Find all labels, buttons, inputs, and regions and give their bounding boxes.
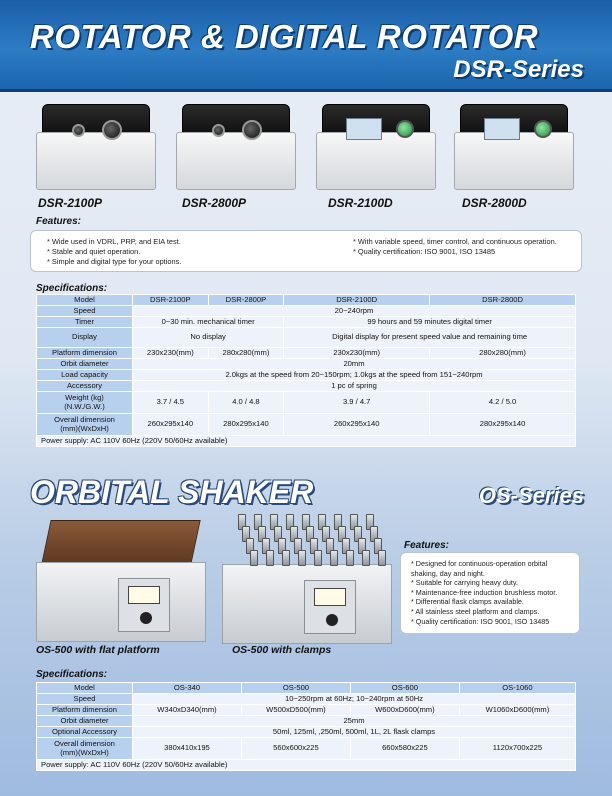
flask-clamp — [250, 550, 258, 566]
spec-value: W500xD500(mm) — [241, 705, 350, 716]
model-label: DSR-2800P — [182, 196, 247, 210]
spec-value: 230x230(mm) — [284, 348, 430, 359]
spec-value: 99 hours and 59 minutes digital timer — [284, 317, 576, 328]
spec-value: 20~240rpm — [133, 306, 576, 317]
os-spec-table — [36, 682, 576, 771]
flask-clamp — [378, 550, 386, 566]
spec-model: DSR-2800D — [430, 295, 576, 306]
feature-item: shaking, day and night. — [411, 568, 485, 578]
spec-label-line: (mm)(WxDxH) — [60, 747, 109, 757]
spec-value: 280x295x140 — [430, 414, 576, 436]
spec-label: Platform dimension — [37, 348, 133, 359]
spec-label — [37, 414, 133, 436]
caption-with-clamps: OS-500 with clamps — [232, 644, 332, 656]
feature-item: * Suitable for carrying heavy duty. — [411, 578, 518, 588]
model-label: DSR-2100D — [328, 196, 393, 210]
caption-flat-platform: OS-500 with flat platform — [36, 644, 160, 656]
spec-model: DSR-2100P — [133, 295, 209, 306]
power-supply: Power supply: AC 110V 60Hz (220V 50/60Hz available) — [37, 436, 576, 447]
spec-label: Orbit diameter — [37, 716, 133, 727]
power-supply: Power supply: AC 110V 60Hz (220V 50/60Hz available) — [37, 760, 576, 771]
feature-item: * All stainless steel platform and clamps. — [411, 606, 540, 616]
spec-value: 280x280(mm) — [208, 348, 284, 359]
flask-clamp — [362, 550, 370, 566]
feature-item: * Maintenance-free induction brushless motor. — [411, 587, 558, 597]
product-image-os-500-flat — [36, 520, 208, 644]
spec-label: Load capacity — [37, 370, 133, 381]
spec-label: Display — [37, 328, 133, 348]
spec-model: DSR-2100D — [284, 295, 430, 306]
spec-value: 20mm — [133, 359, 576, 370]
spec-label: Orbit diameter — [37, 359, 133, 370]
spec-model: OS-340 — [133, 683, 242, 694]
flask-clamp — [330, 550, 338, 566]
spec-label: Model — [37, 683, 133, 694]
spec-label: Optional Accessory — [37, 727, 133, 738]
spec-value: 560x600x225 — [241, 738, 350, 760]
spec-value: 2.0kgs at the speed from 20~150rpm; 1.0kgs at the speed from 151~240rpm — [133, 370, 576, 381]
model-label: DSR-2800D — [462, 196, 527, 210]
model-label: DSR-2100P — [38, 196, 103, 210]
spec-label: Timer — [37, 317, 133, 328]
os-features-heading: Features: — [404, 540, 450, 551]
spec-label: Speed — [37, 306, 133, 317]
spec-value: 3.9 / 4.7 — [284, 392, 430, 414]
flask-clamp — [282, 550, 290, 566]
feature-item: * Designed for continuous-operation orbital — [411, 559, 548, 568]
spec-label-line: Overall dimension — [54, 738, 115, 748]
spec-label: Platform dimension — [37, 705, 133, 716]
product-image-dsr-2100d — [312, 104, 440, 192]
spec-label — [37, 738, 133, 760]
spec-value: W1060xD600(mm) — [459, 705, 575, 716]
orbital-shaker-title: ORBITAL SHAKER — [30, 474, 314, 510]
feature-item: * Quality certification: ISO 9001, ISO 13485 — [353, 247, 496, 256]
feature-item: * Differential flask clamps available. — [411, 597, 524, 607]
spec-value: 4.0 / 4.8 — [208, 392, 284, 414]
product-image-dsr-2800d — [450, 104, 578, 192]
specifications-heading: Specifications: — [36, 283, 108, 294]
feature-item: * Simple and digital type for your options. — [47, 257, 182, 266]
spec-value: 4.2 / 5.0 — [430, 392, 576, 414]
spec-model: DSR-2800P — [208, 295, 284, 306]
spec-value: 1120x700x225 — [459, 738, 575, 760]
spec-label: Model — [37, 295, 133, 306]
flask-clamp — [346, 550, 354, 566]
product-image-dsr-2100p — [32, 104, 160, 192]
spec-label-line: (mm)(WxDxH) — [60, 423, 109, 433]
spec-label-line: Weight (kg) — [65, 392, 104, 402]
spec-value: 230x230(mm) — [133, 348, 209, 359]
spec-label-line: Overall dimension — [54, 414, 115, 424]
header-banner — [0, 0, 612, 92]
spec-value: 3.7 / 4.5 — [133, 392, 209, 414]
spec-value: 380x410x195 — [133, 738, 242, 760]
spec-value: W600xD600(mm) — [350, 705, 459, 716]
os-series-title: OS-Series — [478, 483, 584, 508]
feature-item: * Quality certification: ISO 9001, ISO 13485 — [411, 616, 550, 626]
features-box — [30, 230, 582, 272]
feature-item: * With variable speed, timer control, and continuous operation. — [353, 237, 557, 246]
spec-value: 260x295x140 — [133, 414, 209, 436]
os-features-box — [400, 552, 580, 634]
os-specifications-heading: Specifications: — [36, 669, 108, 680]
spec-model: OS-600 — [350, 683, 459, 694]
spec-label — [37, 392, 133, 414]
product-image-dsr-2800p — [172, 104, 300, 192]
spec-label-line: (N.W./G.W.) — [64, 401, 105, 411]
spec-label: Speed — [37, 694, 133, 705]
rotator-spec-table — [36, 294, 576, 447]
spec-value: No display — [133, 328, 284, 348]
spec-value: W340xD340(mm) — [133, 705, 242, 716]
spec-value: 25mm — [133, 716, 576, 727]
spec-value: 10~250rpm at 60Hz; 10~240rpm at 50Hz — [133, 694, 576, 705]
spec-value: Digital display for present speed value and remaining time — [284, 328, 576, 348]
series-title: DSR-Series — [453, 56, 584, 83]
features-heading: Features: — [36, 216, 82, 227]
spec-value: 260x295x140 — [284, 414, 430, 436]
feature-item: * Stable and quiet operation. — [47, 247, 141, 256]
flask-clamps — [230, 514, 390, 572]
spec-model: OS-500 — [241, 683, 350, 694]
spec-value: 280x280(mm) — [430, 348, 576, 359]
spec-value: 1 pc of spring — [133, 381, 576, 392]
flask-clamp — [266, 550, 274, 566]
spec-label: Accessory — [37, 381, 133, 392]
spec-value: 280x295x140 — [208, 414, 284, 436]
spec-value: 0~30 min. mechanical timer — [133, 317, 284, 328]
flask-clamp — [314, 550, 322, 566]
spec-value: 660x580x225 — [350, 738, 459, 760]
spec-model: OS-1060 — [459, 683, 575, 694]
feature-item: * Wide used in VDRL, PRP, and EIA test. — [47, 237, 181, 246]
page-title: ROTATOR & DIGITAL ROTATOR — [30, 18, 539, 55]
spec-value: 50ml, 125ml, ,250ml, 500ml, 1L, 2L flask clamps — [133, 727, 576, 738]
flask-clamp — [298, 550, 306, 566]
